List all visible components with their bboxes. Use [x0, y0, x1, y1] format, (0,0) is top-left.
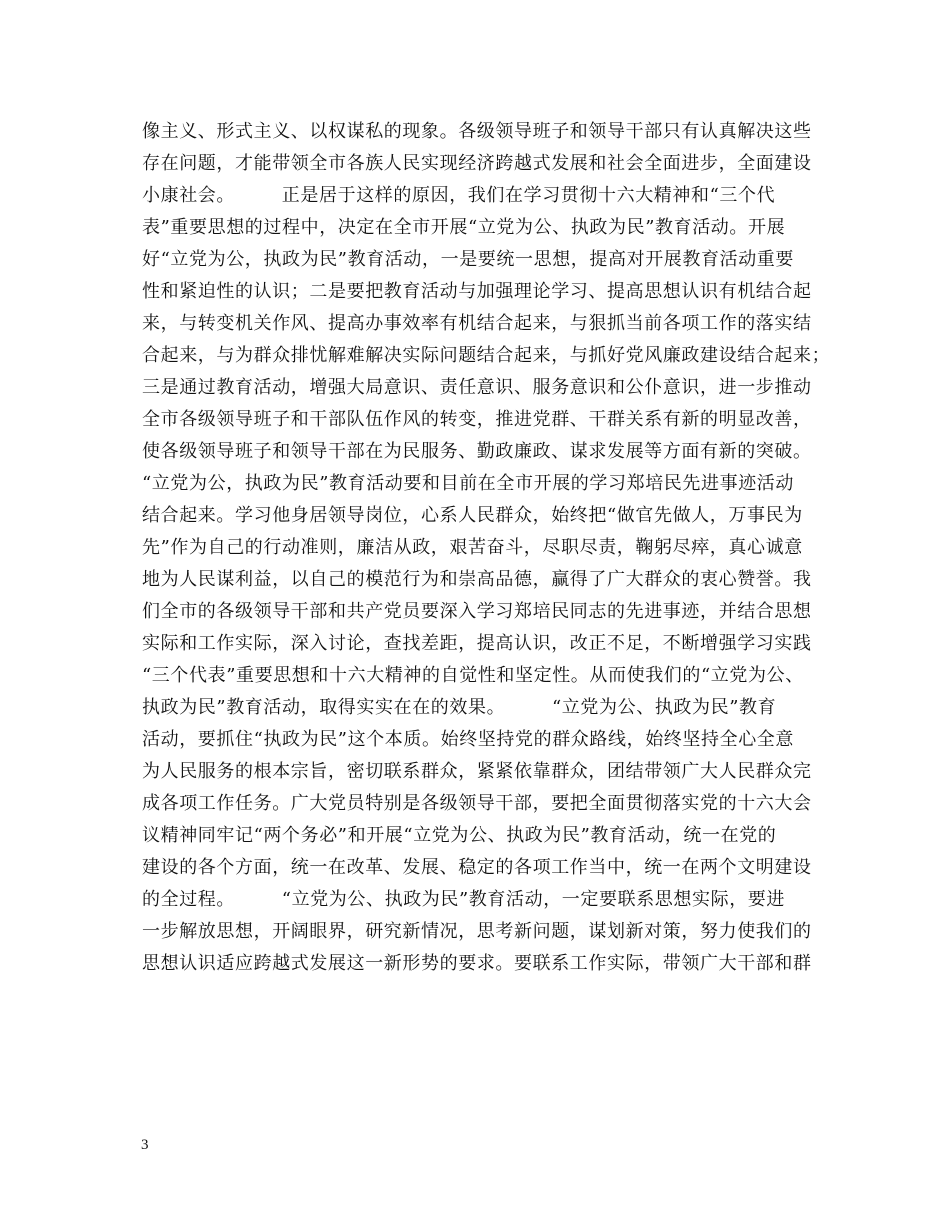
text-line: 好“立党为公，执政为民”教育活动，一是要统一思想，提高对开展教育活动重要: [142, 249, 795, 270]
text-line: 思想认识适应跨越式发展这一新形势的要求。要联系工作实际，带领广大干部和群: [142, 953, 812, 974]
text-line: 活动，要抓住“执政为民”这个本质。始终坚持党的群众路线，始终坚持全心全意: [142, 729, 795, 750]
text-line: 议精神同牢记“两个务必”和开展“立党为公、执政为民”教育活动，统一在党的: [142, 825, 777, 846]
page-number: 3: [141, 1137, 149, 1153]
text-line: 表”重要思想的过程中，决定在全市开展“立党为公、执政为民”教育活动。开展: [142, 217, 786, 238]
text-line: 像主义、形式主义、以权谋私的现象。各级领导班子和领导干部只有认真解决这些: [142, 121, 812, 142]
text-line: 为人民服务的根本宗旨，密切联系群众，紧紧依靠群众，团结带领广大人民群众完: [142, 761, 812, 782]
text-line: 一步解放思想，开阔眼界，研究新情况，思考新问题，谋划新对策，努力使我们的: [142, 921, 812, 942]
text-line: 来，与转变机关作风、提高办事效率有机结合起来，与狠抓当前各项工作的落实结: [142, 313, 812, 334]
text-line: 建设的各个方面，统一在改革、发展、稳定的各项工作当中，统一在两个文明建设: [142, 857, 812, 878]
text-line: 执政为民”教育活动，取得实实在在的效果。 “立党为公、执政为民”教育: [142, 697, 777, 718]
text-line: 全市各级领导班子和干部队伍作风的转变，推进党群、干群关系有新的明显改善，: [142, 409, 812, 430]
text-line: 地为人民谋利益，以自己的模范行为和崇高品德，赢得了广大群众的衷心赞誉。我: [142, 569, 812, 590]
text-line: 三是通过教育活动，增强大局意识、责任意识、服务意识和公仆意识，进一步推动: [142, 377, 812, 398]
text-line: 性和紧迫性的认识；二是要把教育活动与加强理论学习、提高思想认识有机结合起: [142, 281, 812, 302]
text-line: 先”作为自己的行动准则，廉洁从政，艰苦奋斗，尽职尽责，鞠躬尽瘁，真心诚意: [142, 537, 803, 558]
text-line: 结合起来。学习他身居领导岗位，心系人民群众，始终把“做官先做人，万事民为: [142, 505, 803, 526]
text-line: 小康社会。 正是居于这样的原因，我们在学习贯彻十六大精神和“三个代: [142, 185, 776, 206]
text-line: 合起来，与为群众排忧解难解决实际问题结合起来，与抓好党风廉政建设结合起来；: [142, 345, 831, 366]
text-line: 存在问题，才能带领全市各族人民实现经济跨越式发展和社会全面进步，全面建设: [142, 153, 812, 174]
text-line: 实际和工作实际，深入讨论，查找差距，提高认识，改正不足，不断增强学习实践: [142, 633, 812, 654]
text-line: “立党为公，执政为民”教育活动要和目前在全市开展的学习郑培民先进事迹活动: [142, 473, 795, 494]
body-text: [142, 116, 832, 980]
text-line: 们全市的各级领导干部和共产党员要深入学习郑培民同志的先进事迹，并结合思想: [142, 601, 812, 622]
text-line: “三个代表”重要思想和十六大精神的自觉性和坚定性。从而使我们的“立党为公、: [142, 665, 804, 686]
text-line: 使各级领导班子和领导干部在为民服务、勤政廉政、谋求发展等方面有新的突破。: [142, 441, 812, 462]
text-line: 成各项工作任务。广大党员特别是各级领导干部，要把全面贯彻落实党的十六大会: [142, 793, 812, 814]
text-line: 的全过程。 “立党为公、执政为民”教育活动，一定要联系思想实际，要进: [142, 889, 786, 910]
